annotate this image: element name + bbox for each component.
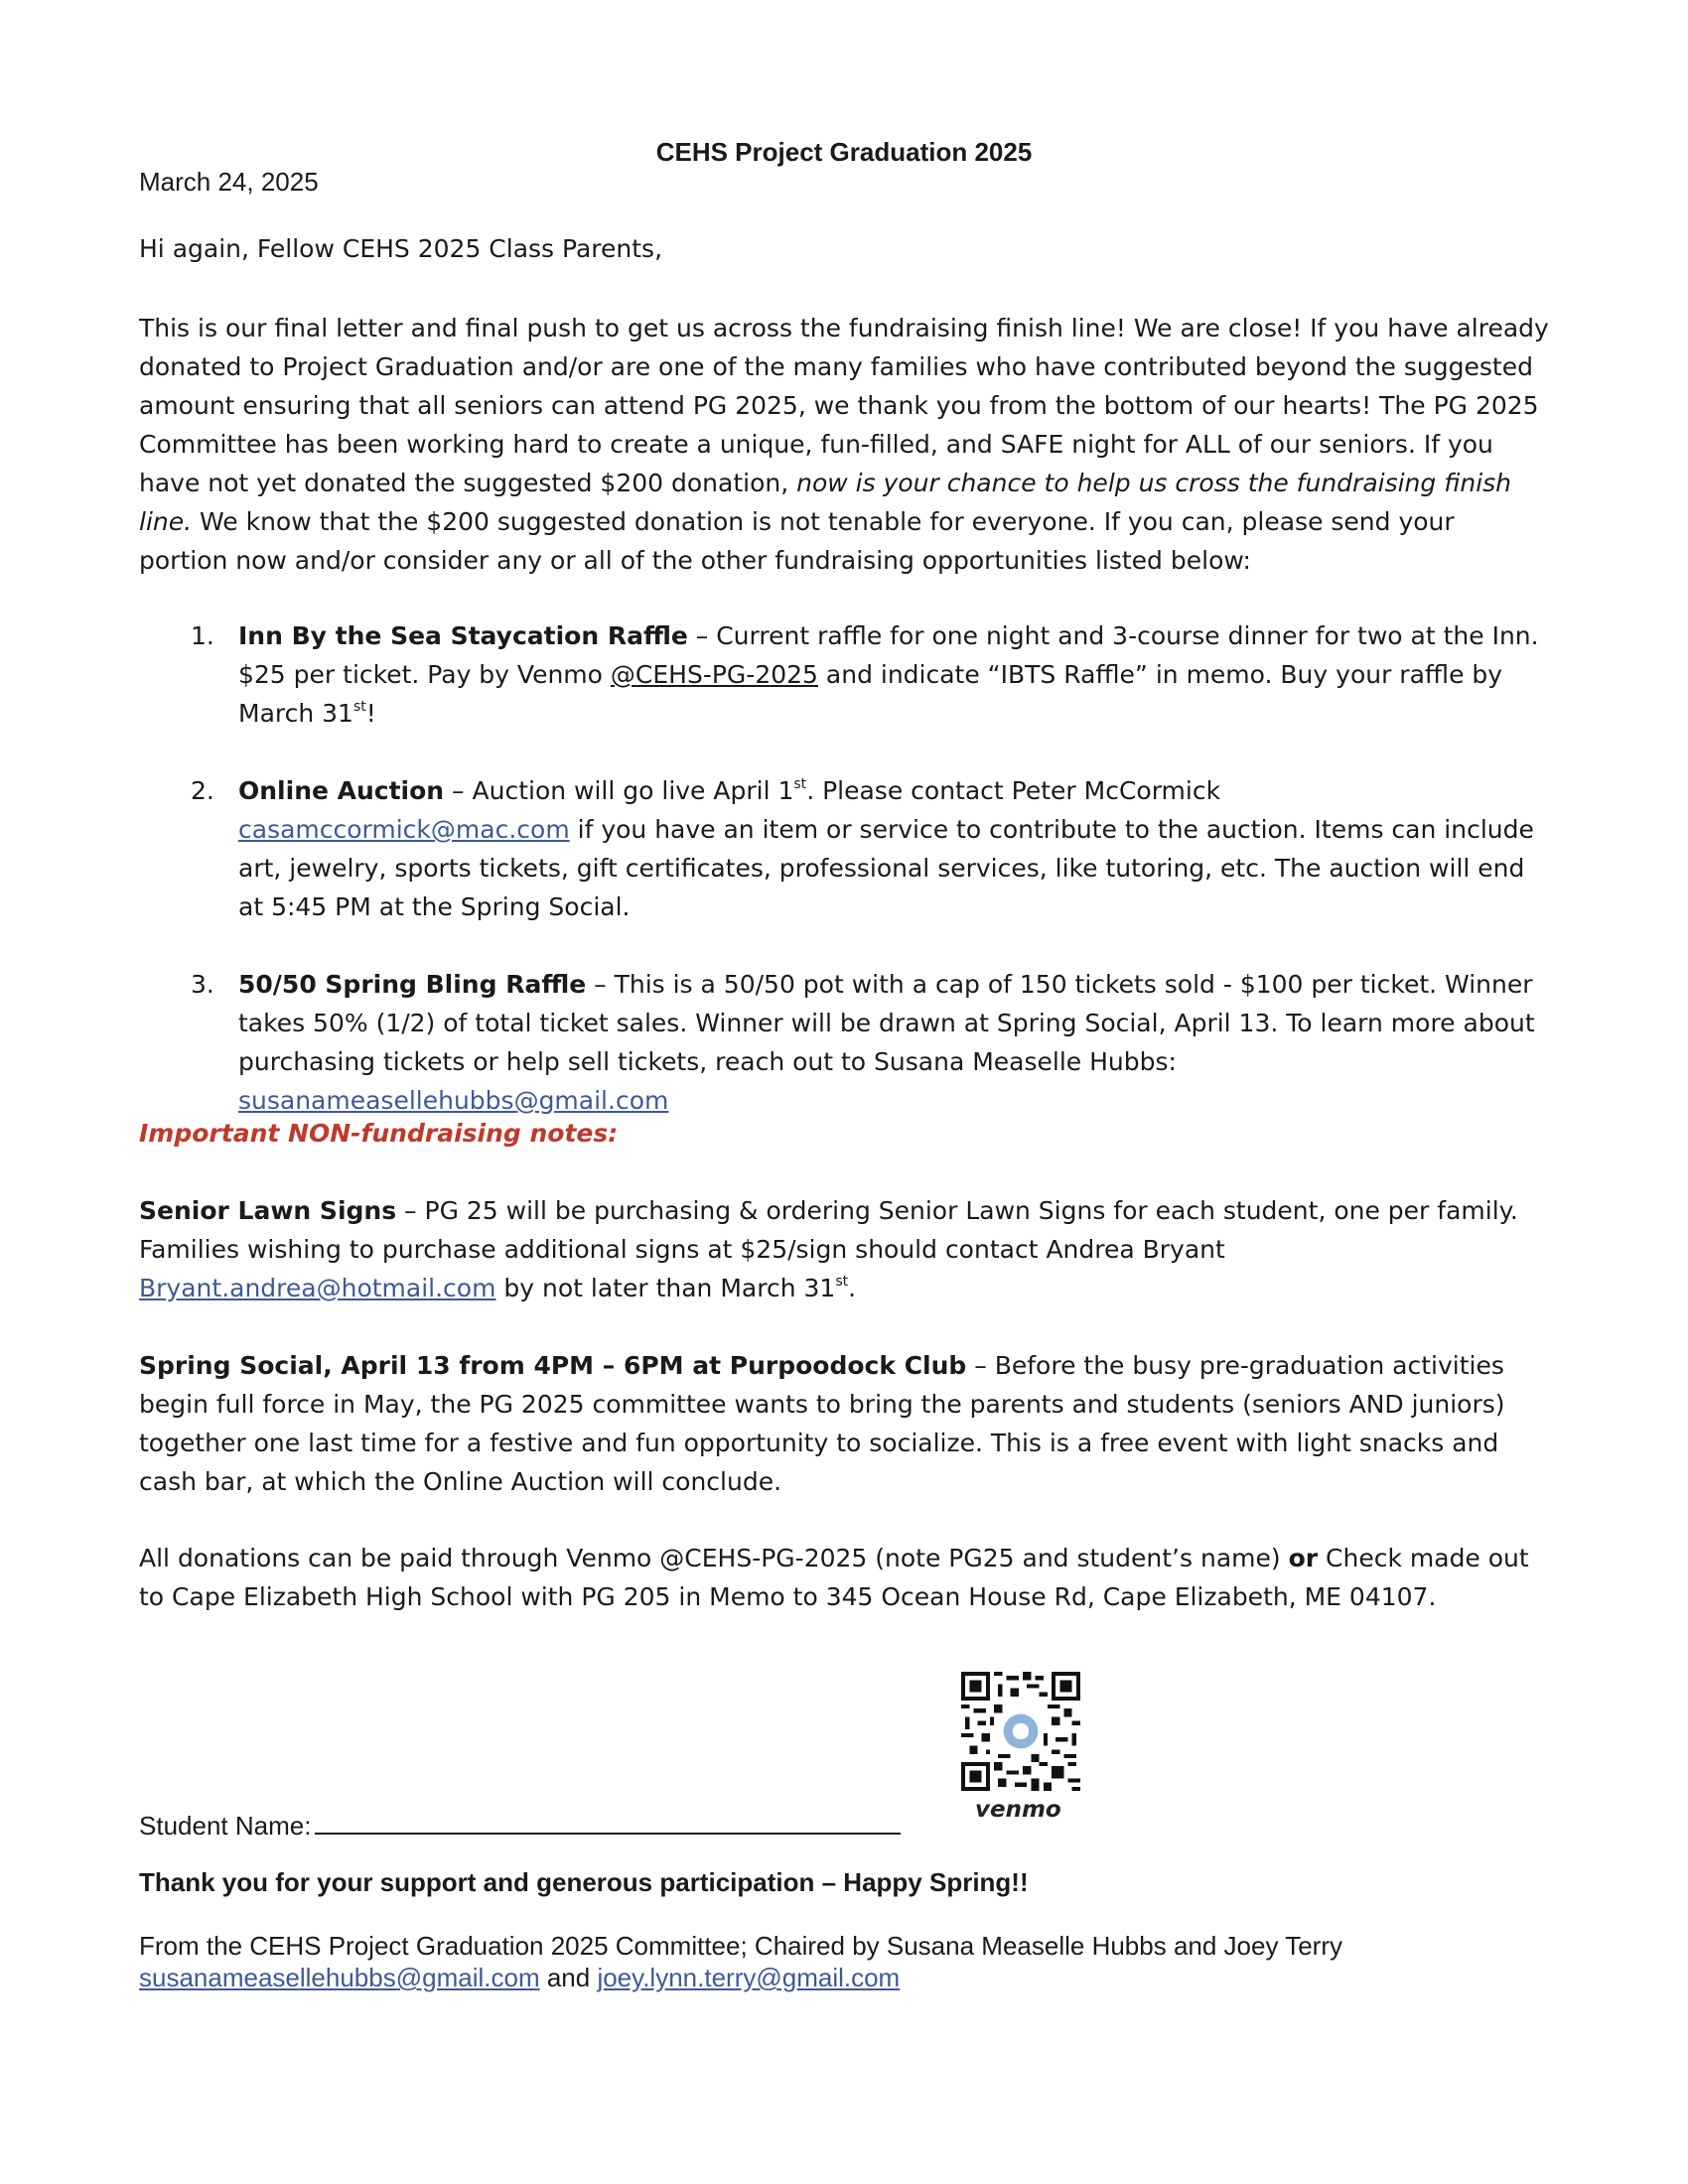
list-item-number: 3. [191,970,214,999]
list-item [139,771,1549,926]
lawn-signs-text: . [848,1274,857,1302]
list-item-text: if you have an item or service to contribute to the auction. Items can include art, jewelry, sports tickets, gift certificates, professional services, like tutoring, etc. The auction will end at 5:45 PM at the Spring Social. [238,815,1534,921]
student-name-field [139,1809,901,1842]
greeting: Hi again, Fellow CEHS 2025 Class Parents, [139,234,663,263]
list-item-number: 1. [191,621,214,650]
list-item-text: – This is a 50/50 pot with a cap of 150 tickets sold - $100 per ticket. Winner takes 50% (1/2) of total ticket sales. Winner will be drawn at Spring Social, April 13. To learn more about purchasing tickets or help sell tickets, reach out to Susana Measelle Hubbs: [238,970,1535,1076]
list-item [139,616,1549,733]
lawn-signs-text: – PG 25 will be purchasing & ordering Senior Lawn Signs for each student, one per family. Families wishing to purchase additional signs at $25/sign should contact Andrea Bryant [139,1196,1518,1264]
ordinal-suffix: st [835,1273,849,1290]
from-line: From the CEHS Project Graduation 2025 Committee; Chaired by Susana Measelle Hubbs and Joey Terry [139,1931,1342,1961]
donations-or: or [1288,1544,1319,1572]
intro-tail: We know that the $200 suggested donation is not tenable for everyone. If you can, please send your portion now and/or consider any or all of the other fundraising opportunities listed below: [139,507,1455,575]
list-item-title: 50/50 Spring Bling Raffle [238,970,587,999]
donations-paragraph [139,1539,1549,1616]
lawn-signs-text: by not later than March 31 [495,1274,836,1302]
qr-code-icon[interactable] [961,1672,1080,1791]
list-item-text: ! [365,699,376,728]
venmo-qr-block [914,1650,1122,1829]
list-item-text: – Auction will go live April 1 [444,776,794,805]
page-title: CEHS Project Graduation 2025 [655,137,1033,167]
email-link-bryant[interactable]: Bryant.andrea@hotmail.com [139,1274,496,1302]
list-item-text: – Current raffle for one night and 3-course dinner for two at the Inn. $25 per ticket. Pay by Venmo [238,621,1539,689]
list-item-text: . Please contact Peter McCormick [806,776,1221,805]
student-name-label: Student Name: [139,1811,312,1841]
intro-italic: now is your chance to help us cross the fundraising finish line. [139,469,1512,536]
important-heading: Important NON-fundraising notes: [139,1119,619,1148]
ordinal-suffix: st [793,775,807,792]
ordinal-suffix: st [352,698,366,715]
email-link-mccormick[interactable]: casamccormick@mac.com [238,815,570,844]
email-link-hubbs[interactable]: susanameasellehubbs@gmail.com [238,1086,669,1115]
list-item-text: and indicate “IBTS Raffle” in memo. Buy your raffle by March 31 [238,660,1503,728]
venmo-handle-link[interactable]: @CEHS-PG-2025 [610,660,818,689]
student-name-blank[interactable] [315,1809,901,1835]
list-item [139,965,1549,1120]
email-link-hubbs-footer[interactable]: susanameasellehubbs@gmail.com [139,1963,540,1992]
email-link-terry[interactable]: joey.lynn.terry@gmail.com [597,1963,901,1992]
list-item-title: Online Auction [238,776,445,805]
lawn-signs-paragraph [139,1191,1549,1307]
intro-text: This is our final letter and final push to get us across the fundraising finish line! We are close! If you have already donated to Project Graduation and/or are one of the many families who have contributed beyond the suggested amount ensuring that all seniors can attend PG 2025, we thank you from the bottom of our hearts! The PG 2025 Committee has been working hard to create a unique, fun-filled, and SAFE night for ALL of our seniors. If you have not yet donated the suggested $200 donation, [139,314,1549,497]
venmo-logo-text: venmo [975,1797,1061,1823]
fundraising-list [139,616,1549,1159]
from-and: and [539,1963,598,1992]
list-item-number: 2. [191,776,214,805]
donations-text: All donations can be paid through Venmo @CEHS-PG-2025 (note PG25 and student’s name) [139,1544,1289,1572]
letter-date: March 24, 2025 [139,167,319,197]
spring-social-title: Spring Social, April 13 from 4PM – 6PM at Purpoodock Club [139,1351,967,1380]
spring-social-paragraph [139,1346,1549,1501]
donations-text: Check made out to Cape Elizabeth High School with PG 205 in Memo to 345 Ocean House Rd, Cape Elizabeth, ME 04107. [139,1544,1529,1611]
intro-paragraph [139,309,1549,580]
lawn-signs-title: Senior Lawn Signs [139,1196,397,1225]
spring-social-text: – Before the busy pre-graduation activities begin full force in May, the PG 2025 committee wants to bring the parents and students (seniors AND juniors) together one last time for a festive and fun opportunity to socialize. This is a free event with light snacks and cash bar, at which the Online Auction will conclude. [139,1351,1505,1496]
list-item-title: Inn By the Sea Staycation Raffle [238,621,688,650]
thanks-line: Thank you for your support and generous participation – Happy Spring!! [139,1867,1029,1897]
from-block [139,1930,1342,1993]
from-emails [139,1962,1342,1993]
